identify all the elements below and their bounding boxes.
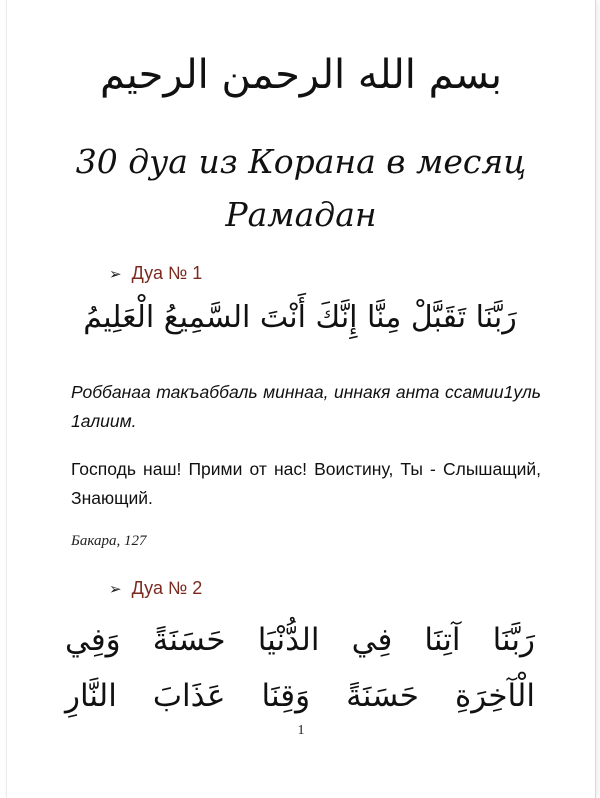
dua1-heading-label: Дуа № 1 — [131, 263, 203, 283]
arrow-icon: ➢ — [109, 580, 122, 598]
dua1-arabic-text: رَبَّنَا تَقَبَّلْ مِنَّا إِنَّكَ أَنْتَ السَّمِيعُ الْعَلِيمُ — [83, 300, 517, 335]
arrow-icon: ➢ — [109, 265, 122, 283]
dua1-source: Бакара, 127 — [71, 533, 147, 549]
dua2-arabic-line1: رَبَّنَا آتِنَا فِي الدُّنْيَا حَسَنَةً وَفِي — [65, 622, 535, 658]
dua1-translation: Господь наш! Прими от нас! Воистину, Ты - Слышащий, Знающий. — [71, 459, 541, 508]
document-page — [6, 0, 596, 798]
page-title-line1: 30 дуа из Корана в месяц — [75, 142, 527, 181]
dua2-arabic-line2: الْآخِرَةِ حَسَنَةً وَقِنَا عَذَابَ النَّارِ — [65, 678, 535, 714]
page-title-line2: Рамадан — [225, 195, 377, 234]
page-number: 1 — [297, 723, 305, 738]
dua2-heading-label: Дуа № 2 — [131, 578, 203, 598]
dua2-heading — [109, 578, 202, 599]
dua1-heading — [109, 263, 202, 284]
basmala: بسم الله الرحمن الرحيم — [99, 52, 503, 98]
dua1-transliteration: Роббанаа такъаббаль миннаа, иннакя анта ссамии1уль 1алиим. — [71, 382, 541, 431]
